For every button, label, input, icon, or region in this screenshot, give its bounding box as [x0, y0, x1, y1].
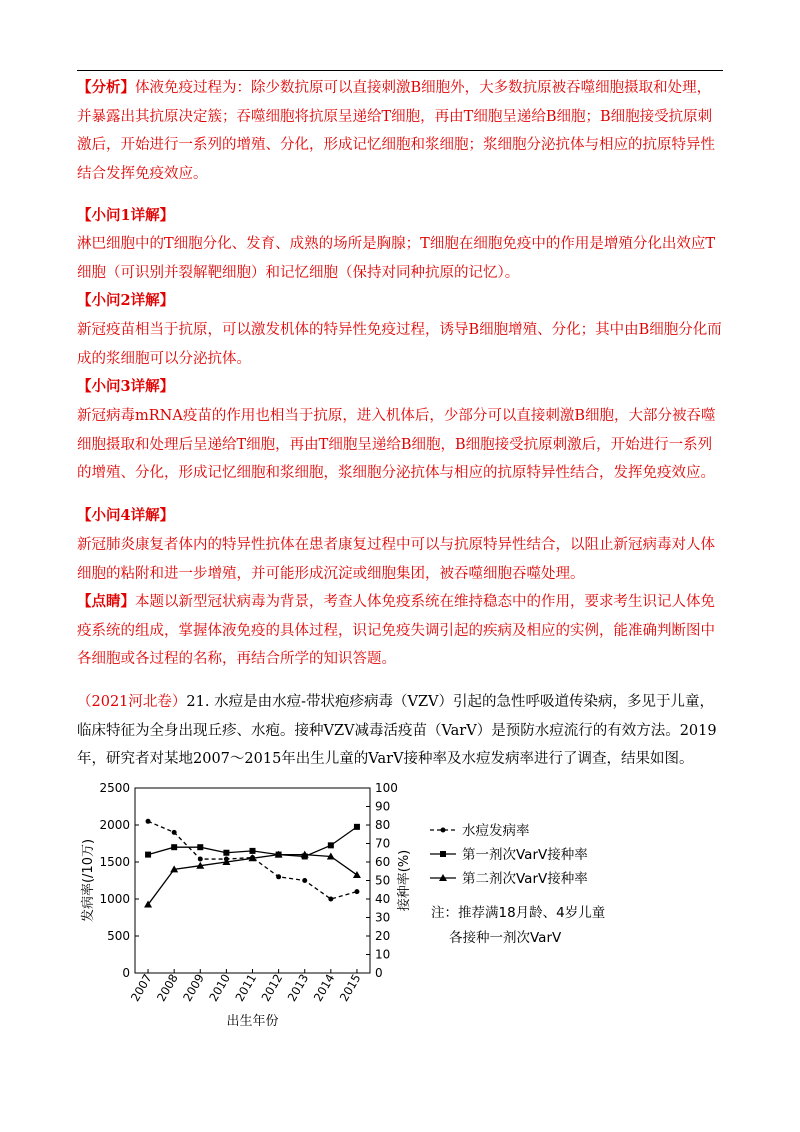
question-source: （2021河北卷）	[77, 694, 187, 710]
right-tick-label: 20	[375, 929, 391, 943]
data-point	[146, 819, 151, 824]
right-tick-label: 40	[375, 892, 391, 906]
data-point	[250, 848, 256, 854]
left-tick-label: 1000	[99, 892, 130, 906]
data-point	[302, 878, 307, 883]
header-rule	[77, 70, 723, 71]
right-tick-label: 90	[375, 799, 391, 814]
data-point	[354, 824, 360, 830]
question-21	[77, 688, 725, 774]
left-tick-label: 0	[122, 966, 130, 980]
analysis-paragraph	[77, 74, 725, 188]
right-tick-label: 0	[375, 966, 383, 980]
analysis-label: 【分析】	[77, 79, 135, 96]
incidence-vaccination-chart	[70, 770, 670, 1070]
plot-frame	[135, 788, 370, 973]
q4-text: 新冠肺炎康复者体内的特异性抗体在患者康复过程中可以与抗原特异性结合，以阻止新冠病毒对人体细胞的粘附和进一步增殖，并可能形成沉淀或细胞集团，被吞噬细胞吞噬处理。	[77, 537, 715, 582]
comment-paragraph	[77, 588, 725, 674]
q2-heading: 【小问2详解】	[77, 292, 175, 309]
x-tick-label: 2007	[127, 971, 155, 1004]
q3-text: 新冠病毒mRNA疫苗的作用也相当于抗原，进入机体后，少部分可以直接刺激B细胞，大部分被吞噬细胞摄取和处理后呈递给T细胞，再由T细胞呈递给B细胞，B细胞接受抗原刺激后，开始进行一系列的增殖、分化，形成记忆细胞和浆细胞，浆细胞分泌抗体与相应的抗原特异性结合，发挥免疫效应。	[77, 408, 716, 482]
x-tick-label: 2008	[153, 971, 181, 1004]
right-tick-label: 30	[375, 910, 391, 925]
data-point	[353, 871, 361, 878]
right-tick-label: 70	[375, 836, 391, 851]
right-tick-label: 60	[375, 855, 391, 869]
left-tick-label: 2000	[99, 818, 130, 832]
q1-text: 淋巴细胞中的T细胞分化、发育、成熟的场所是胸腺；T细胞在细胞免疫中的作用是增殖分化出效应T细胞（可识别并裂解靶细胞）和记忆细胞（保持对同种抗原的记忆）。	[77, 236, 716, 281]
data-point	[276, 874, 281, 879]
question-text: 21. 水痘是由水痘-带状疱疹病毒（VZV）引起的急性呼吸道传染病，多见于儿童，临床特征为全身出现丘疹、水疱。接种VZV减毒活疫苗（VarV）是预防水痘流行的有效方法。2019年，研究者对某地2007～2015年出生儿童的VarV接种率及水痘发病率进行了调查，结果如图。	[77, 694, 717, 768]
chart-note-line-2: 各接种一剂次VarV	[449, 930, 562, 946]
left-tick-label: 500	[107, 929, 130, 943]
x-tick-label: 2012	[258, 971, 286, 1004]
x-tick-label: 2010	[206, 971, 233, 1004]
legend-entry: 第二剂次VarV接种率	[462, 871, 588, 887]
x-tick-label: 2015	[336, 971, 364, 1004]
q3-heading: 【小问3详解】	[77, 378, 175, 395]
legend-entry: 水痘发病率	[462, 823, 530, 839]
left-tick-label: 1500	[99, 855, 130, 869]
q2-text: 新冠疫苗相当于抗原，可以激发机体的特异性免疫过程，诱导B细胞增殖、分化；其中由B细胞分化而成的浆细胞可以分泌抗体。	[77, 322, 722, 367]
data-point	[145, 852, 151, 858]
x-tick-label: 2014	[310, 971, 338, 1004]
right-tick-label: 10	[375, 947, 391, 962]
data-point	[198, 857, 203, 862]
right-tick-label: 80	[375, 818, 391, 832]
comment-label: 【点睛】	[77, 593, 135, 610]
right-tick-label: 50	[375, 873, 391, 888]
data-point	[197, 844, 203, 850]
comment-text: 本题以新型冠状病毒为背景，考查人体免疫系统在维持稳态中的作用，要求考生识记人体免疫系统的组成，掌握体液免疫的具体过程，识记免疫失调引起的疾病及相应的实例，能准确判断图中各细胞或各过程的名称，再结合所学的知识答题。	[77, 594, 715, 668]
chart-note-line-1: 注：推荐满18月龄、4岁儿童	[431, 905, 606, 921]
series-line-3	[148, 855, 357, 905]
left-axis-label: 发病率(/10万)	[81, 838, 96, 923]
q1-heading: 【小问1详解】	[77, 207, 175, 224]
right-axis-label: 接种率(%)	[397, 849, 412, 912]
q4-heading: 【小问4详解】	[77, 507, 175, 524]
data-point	[354, 889, 359, 894]
data-point	[171, 844, 177, 850]
legend-marker	[441, 828, 446, 833]
x-tick-label: 2011	[232, 971, 260, 1004]
x-tick-label: 2013	[284, 971, 312, 1004]
data-point	[328, 842, 334, 848]
legend-entry: 第一剂次VarV接种率	[462, 847, 588, 863]
right-tick-label: 100	[375, 781, 398, 795]
left-tick-label: 2500	[99, 781, 130, 795]
analysis-text: 体液免疫过程为：除少数抗原可以直接刺激B细胞外，大多数抗原被吞噬细胞摄取和处理，并暴露出其抗原决定簇；吞噬细胞将抗原呈递给T细胞，再由T细胞呈递给B细胞；B细胞接受抗原刺激后，开始进行一系列的增殖、分化，形成记忆细胞和浆细胞；浆细胞分泌抗体与相应的抗原特异性结合发挥免疫效应。	[77, 80, 715, 182]
legend-marker	[440, 851, 446, 857]
data-point	[328, 897, 333, 902]
x-tick-label: 2009	[180, 971, 207, 1004]
data-point	[172, 830, 177, 835]
x-axis-label: 出生年份	[226, 1014, 279, 1029]
data-point	[223, 850, 229, 856]
